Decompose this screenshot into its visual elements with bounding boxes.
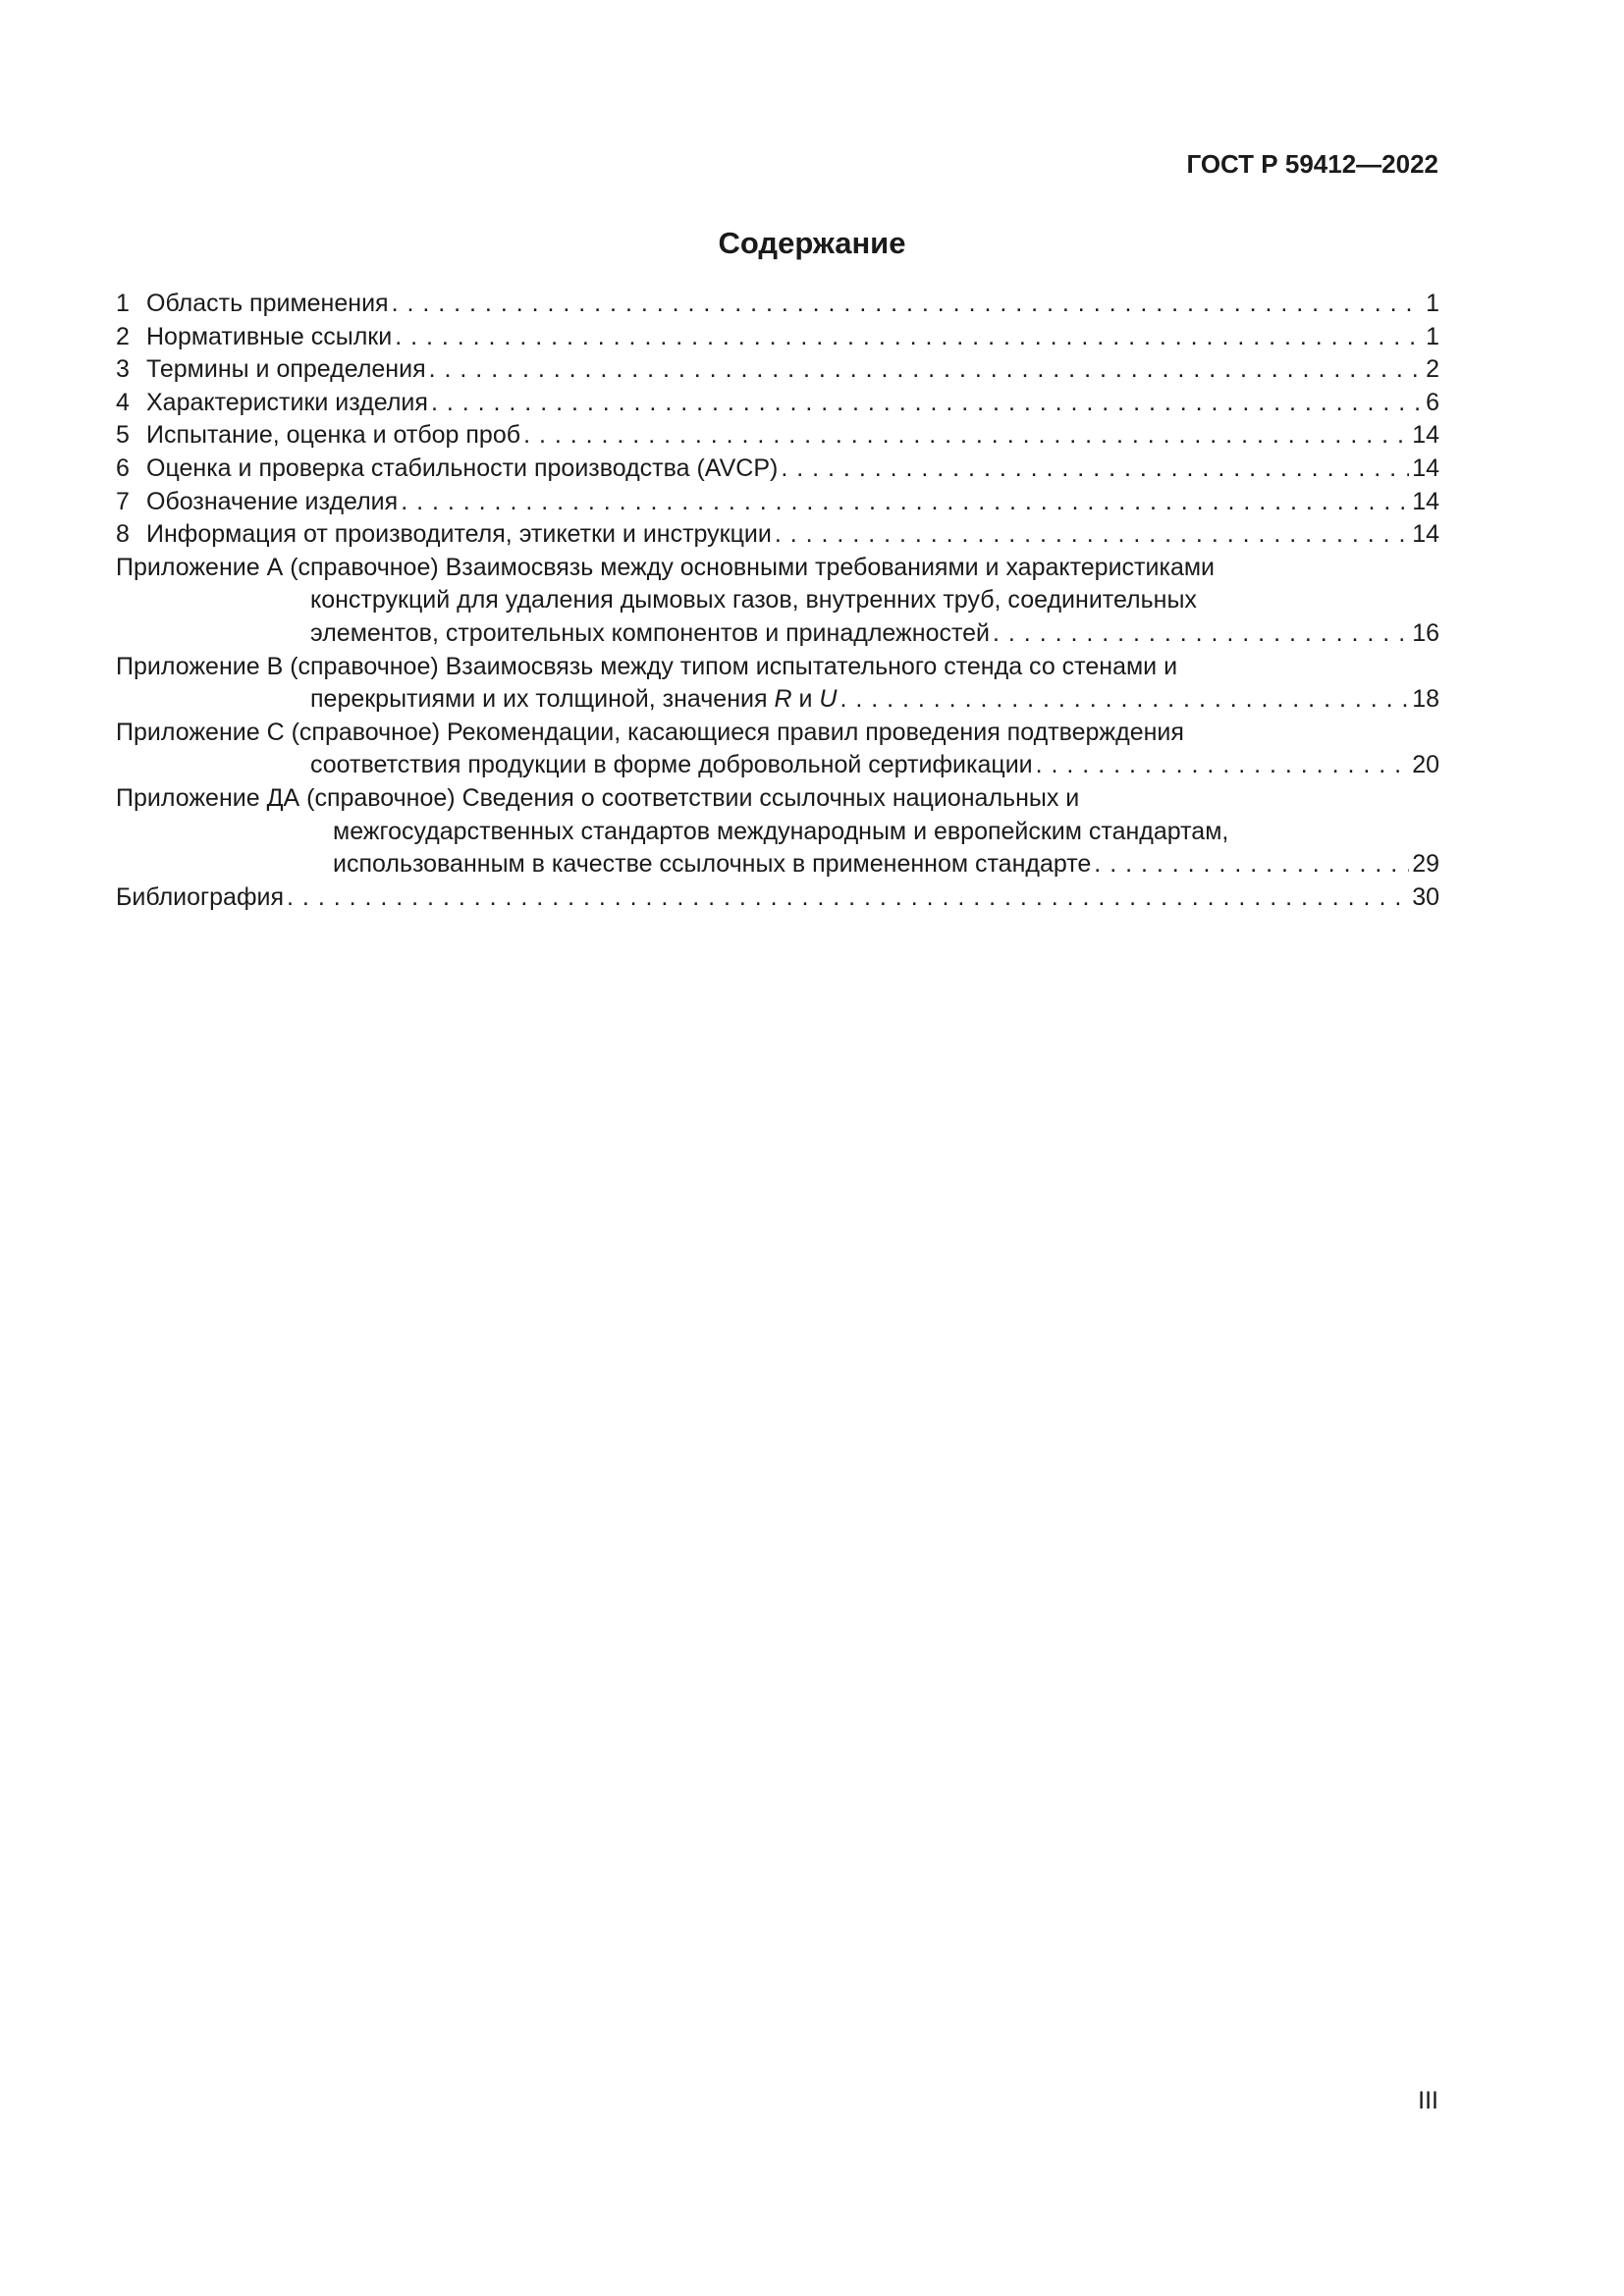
- toc-leader-dots: [993, 617, 1409, 651]
- toc-appendix-line: Приложение С (справочное) Рекомендации, касающиеся правил проведения подтверждения: [116, 718, 1184, 746]
- toc-entry-page: 18: [1412, 685, 1439, 714]
- toc-leader-dots: [429, 353, 1423, 387]
- toc-entry-page: 16: [1412, 618, 1439, 647]
- toc-entry[interactable]: [116, 518, 1439, 552]
- toc-entry-number: 8: [116, 520, 130, 549]
- symbol-u: U: [819, 685, 838, 714]
- toc-leader-dots: [1094, 848, 1409, 881]
- toc-entry-page: 14: [1412, 520, 1439, 549]
- toc-appendix-last-line: [116, 683, 1439, 717]
- toc-entry-title: Область применения: [146, 290, 389, 317]
- toc-leader-dots: [523, 419, 1409, 453]
- toc-entry-page: 30: [1412, 882, 1439, 911]
- toc-appendix-line: межгосударственных стандартов международным и европейским стандартам,: [333, 817, 1229, 845]
- toc-entry-number: 5: [116, 421, 130, 450]
- toc-entry-title: Оценка и проверка стабильности производства (AVCP): [146, 454, 779, 482]
- toc-appendix-line-part: перекрытиями и их толщиной, значения: [310, 685, 775, 714]
- toc-entry-number: 1: [116, 290, 130, 317]
- toc-entry[interactable]: [116, 419, 1439, 453]
- toc-entry-number: 6: [116, 454, 130, 482]
- toc-entry-title: Информация от производителя, этикетки и инструкции: [146, 520, 772, 549]
- toc-appendix-line: Приложение В (справочное) Взаимосвязь между типом испытательного стенда со стенами и: [116, 652, 1178, 680]
- toc-entry-number: 3: [116, 355, 130, 384]
- toc-entry[interactable]: [116, 387, 1439, 420]
- toc-entry[interactable]: [116, 353, 1439, 387]
- toc-entry-page: 14: [1412, 487, 1439, 515]
- toc-entry-title: Испытание, оценка и отбор проб: [146, 421, 521, 450]
- toc-leader-dots: [775, 518, 1409, 552]
- toc-entry-page: 1: [1426, 322, 1439, 350]
- toc-appendix-line-text: [310, 683, 837, 717]
- toc-entry-page: 6: [1426, 388, 1439, 416]
- toc-entry-title: Нормативные ссылки: [146, 322, 393, 350]
- toc-title: Содержание: [718, 226, 906, 260]
- symbol-r: R: [774, 685, 792, 714]
- toc-appendix-a[interactable]: [116, 552, 1439, 651]
- toc-leader-dots: [781, 453, 1409, 486]
- toc-appendix-line-part: и: [791, 685, 820, 714]
- document-code: ГОСТ Р 59412—2022: [1186, 149, 1438, 179]
- page-number: III: [1418, 2087, 1438, 2114]
- toc-entry-title: Термины и определения: [146, 355, 426, 384]
- toc-appendix-line: Приложение А (справочное) Взаимосвязь между основными требованиями и характеристиками: [116, 553, 1216, 581]
- toc-entry-page: 1: [1426, 290, 1439, 317]
- toc-appendix-da[interactable]: [116, 782, 1439, 881]
- toc-leader-dots: [287, 881, 1409, 915]
- toc-appendix-line: конструкций для удаления дымовых газов, внутренних труб, соединительных: [310, 586, 1197, 614]
- toc-leader-dots: [839, 683, 1409, 717]
- toc-entry-number: 4: [116, 388, 130, 416]
- toc-entry-page: 2: [1426, 355, 1439, 384]
- toc-appendix-last-line: [116, 749, 1439, 782]
- table-of-contents: [116, 288, 1439, 914]
- toc-entry[interactable]: [116, 321, 1439, 354]
- toc-entry-page: 14: [1412, 421, 1439, 450]
- toc-entry-number: 7: [116, 487, 130, 515]
- toc-entry-page: 29: [1412, 850, 1439, 879]
- toc-appendix-line: Приложение ДА (справочное) Сведения о соответствии ссылочных национальных и: [116, 783, 1080, 812]
- toc-bibliography[interactable]: [116, 881, 1439, 915]
- toc-entry[interactable]: [116, 288, 1439, 321]
- toc-appendix-c[interactable]: [116, 717, 1439, 782]
- toc-leader-dots: [392, 288, 1424, 321]
- toc-appendix-line: соответствия продукции в форме добровольной сертификации: [310, 751, 1033, 779]
- toc-entry[interactable]: [116, 486, 1439, 519]
- toc-appendix-last-line: [116, 617, 1439, 651]
- toc-appendix-last-line: [116, 848, 1439, 881]
- toc-entry-number: 2: [116, 322, 130, 350]
- toc-entry-title: Обозначение изделия: [146, 487, 399, 515]
- toc-leader-dots: [1036, 749, 1410, 782]
- toc-leader-dots: [401, 486, 1409, 519]
- toc-leader-dots: [431, 387, 1423, 420]
- toc-entry[interactable]: [116, 453, 1439, 486]
- toc-leader-dots: [395, 321, 1423, 354]
- toc-appendix-line: использованным в качестве ссылочных в примененном стандарте: [333, 850, 1092, 879]
- toc-appendix-b[interactable]: [116, 651, 1439, 717]
- toc-entry-page: 20: [1412, 751, 1439, 779]
- toc-appendix-line: элементов, строительных компонентов и принадлежностей: [310, 618, 991, 647]
- toc-entry-title: Характеристики изделия: [146, 388, 428, 416]
- toc-entry-page: 14: [1412, 454, 1439, 482]
- toc-entry-title: Библиография: [116, 882, 285, 911]
